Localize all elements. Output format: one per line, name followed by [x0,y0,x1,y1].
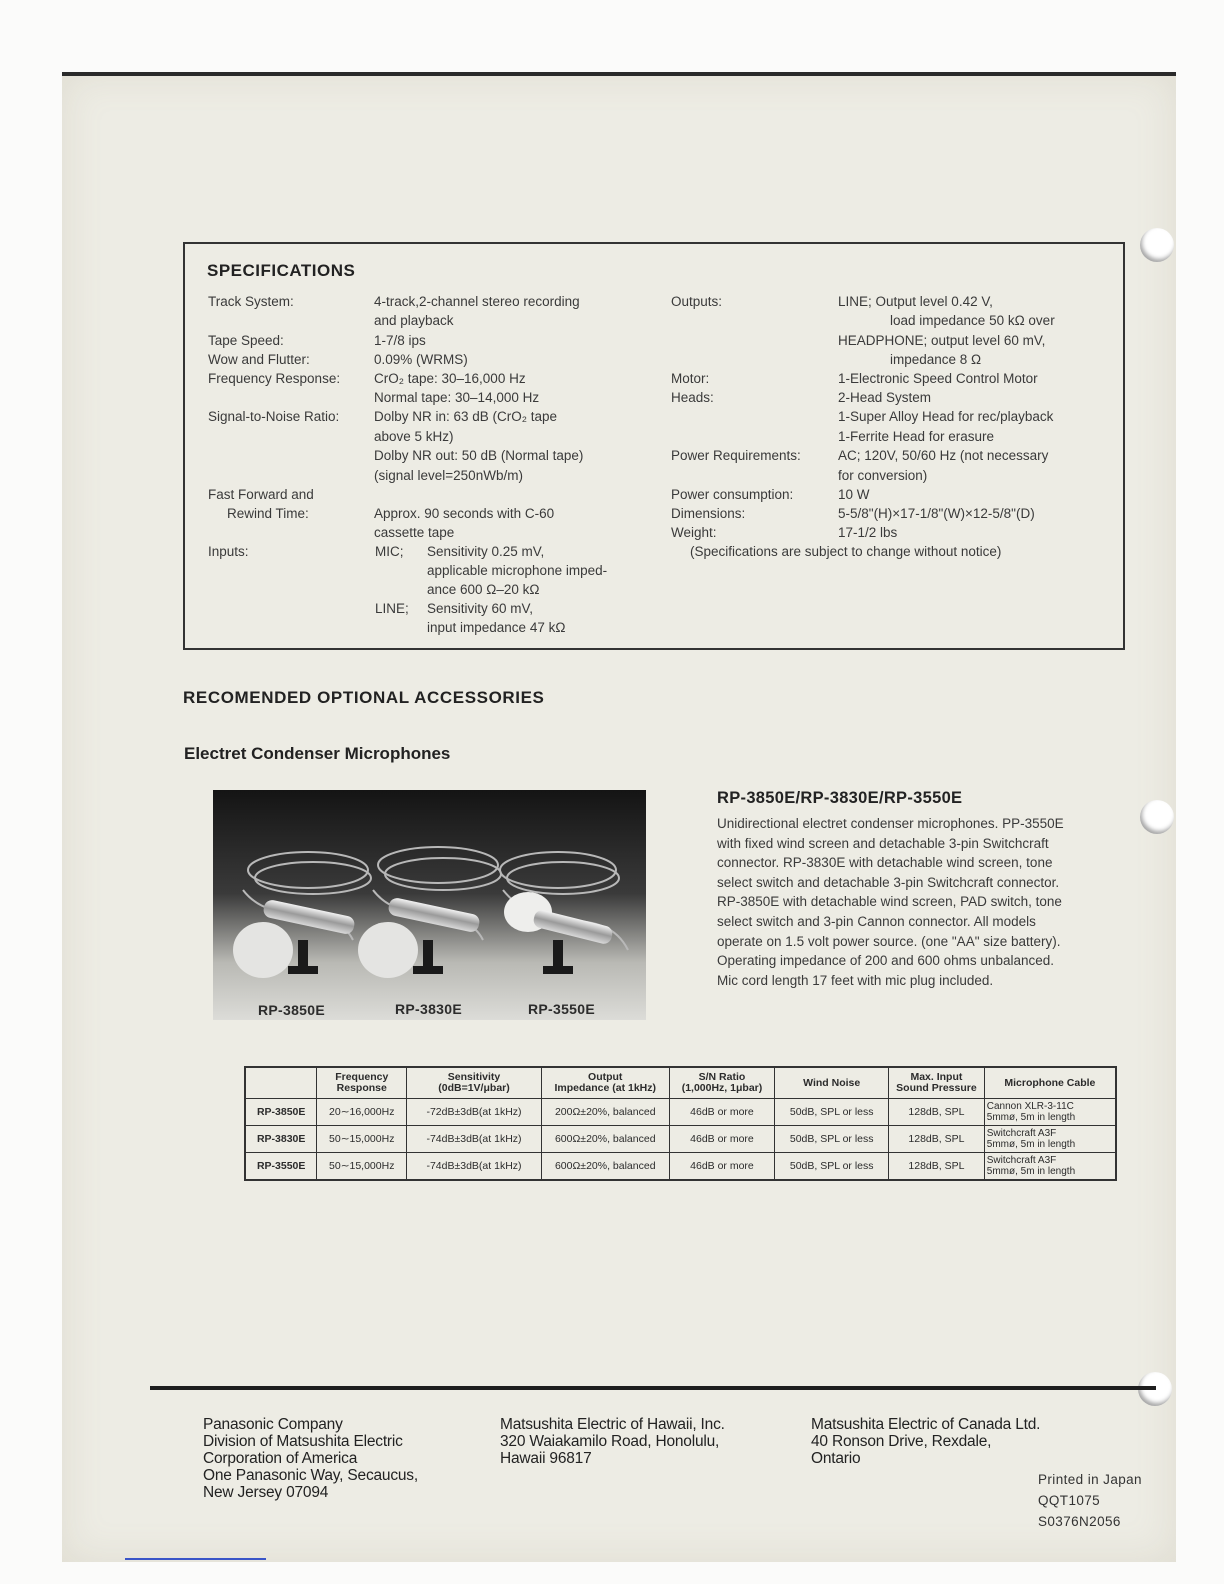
description-line: select switch and detachable 3-pin Switchcraft connector. [717,874,1060,890]
spec-value: AC; 120V, 50/60 Hz (not necessary [838,448,1049,463]
spec-value: for conversion) [838,468,928,483]
table-header-cell [245,1067,317,1099]
photo-caption: RP-3830E [395,1001,462,1017]
table-cell: -74dB±3dB(at 1kHz) [407,1153,542,1181]
microphones-subheading: Electret Condenser Microphones [184,744,451,763]
spec-label: Signal-to-Noise Ratio: [208,409,340,424]
table-cell: 50dB, SPL or less [775,1153,889,1181]
spec-value: Sensitivity 60 mV, [427,601,534,616]
spec-sublabel: LINE; [375,601,409,616]
table-cell: 46dB or more [669,1126,775,1153]
spec-value: 1-Ferrite Head for erasure [838,429,995,444]
table-cell: -74dB±3dB(at 1kHz) [407,1126,542,1153]
accessories-heading: RECOMENDED OPTIONAL ACCESSORIES [183,688,545,707]
product-title: RP-3850E/RP-3830E/RP-3550E [717,789,963,807]
photo-caption: RP-3850E [258,1002,325,1018]
table-header-cell: Frequency Response [317,1067,407,1099]
top-rule [62,72,1176,76]
address-hawaii [500,1416,725,1467]
spec-label: Dimensions: [671,506,746,521]
table-cell-model: RP-3830E [245,1126,317,1153]
specifications-title: SPECIFICATIONS [207,261,356,280]
table-header-cell: Microphone Cable [984,1067,1116,1099]
product-description [717,814,1147,990]
spec-note: (Specifications are subject to change without notice) [690,544,1002,559]
table-cell: 20∼16,000Hz [317,1099,407,1126]
address-panasonic [203,1416,418,1501]
table-row [245,1099,1116,1126]
table-row [245,1153,1116,1181]
spec-value: impedance 8 Ω [890,352,982,367]
spec-label: Motor: [671,371,710,386]
address-line: Matsushita Electric of Canada Ltd. [811,1416,1041,1433]
spec-value: 1-7/8 ips [374,333,426,348]
microphones-photo [213,790,646,1020]
spec-value: 4-track,2-channel stereo recording [374,294,580,309]
spec-value: Dolby NR out: 50 dB (Normal tape) [374,448,584,463]
spec-label: Power Requirements: [671,448,801,463]
table-cell-model: RP-3550E [245,1153,317,1181]
table-cell: 600Ω±20%, balanced [541,1126,669,1153]
table-header-cell: Sensitivity (0dB=1V/μbar) [407,1067,542,1099]
scan-mark [125,1558,266,1560]
printed-line: S0376N2056 [1038,1514,1121,1529]
table-cell-cable: Cannon XLR-3-11C 5mmø, 5m in length [984,1099,1116,1126]
spec-value: CrO₂ tape: 30–16,000 Hz [374,371,526,386]
microphones-illustration [213,790,646,1020]
table-cell: 46dB or more [669,1099,775,1126]
spec-value: Sensitivity 0.25 mV, [427,544,545,559]
address-line: One Panasonic Way, Secaucus, [203,1467,418,1484]
spec-value: Normal tape: 30–14,000 Hz [374,390,540,405]
spec-value: Approx. 90 seconds with C-60 [374,506,555,521]
table-header-cell: Output Impedance (at 1kHz) [541,1067,669,1099]
address-line: 40 Ronson Drive, Rexdale, [811,1433,992,1450]
spec-label: Inputs: [208,544,249,559]
description-line: Unidirectional electret condenser microphones. PP-3550E [717,816,1064,831]
spec-value: 17-1/2 lbs [838,525,898,540]
spec-value: Dolby NR in: 63 dB (CrO₂ tape [374,409,558,424]
table-cell: 128dB, SPL [889,1126,985,1153]
spec-value: input impedance 47 kΩ [427,620,566,635]
table-cell-cable: Switchcraft A3F 5mmø, 5m in length [984,1126,1116,1153]
table-cell: 200Ω±20%, balanced [541,1099,669,1126]
spec-value: HEADPHONE; output level 60 mV, [838,333,1046,348]
table-cell: 128dB, SPL [889,1153,985,1181]
spec-value: 2-Head System [838,390,932,405]
spec-value: 5-5/8"(H)×17-1/8"(W)×12-5/8"(D) [838,506,1035,521]
spec-label: Wow and Flutter: [208,352,310,367]
address-line: Division of Matsushita Electric [203,1433,403,1450]
spec-value: (signal level=250nWb/m) [374,468,523,483]
spec-label: Power consumption: [671,487,794,502]
address-line: Panasonic Company [203,1416,343,1433]
spec-value: applicable microphone imped- [427,563,608,578]
spec-value: above 5 kHz) [374,429,454,444]
table-row [245,1126,1116,1153]
table-cell-model: RP-3850E [245,1099,317,1126]
spec-value: LINE; Output level 0.42 V, [838,294,993,309]
description-line: RP-3850E with detachable wind screen, PAD switch, tone [717,894,1062,910]
description-line: Operating impedance of 200 and 600 ohms unbalanced. [717,953,1054,969]
description-line: select switch and 3-pin Cannon connector. All models [717,913,1036,929]
spec-label: Track System: [208,294,294,309]
spec-label: Tape Speed: [208,333,284,348]
spec-value: 1-Super Alloy Head for rec/playback [838,409,1054,424]
table-cell: 46dB or more [669,1153,775,1181]
address-line: Hawaii 96817 [500,1450,592,1467]
spec-label: Fast Forward and [208,487,314,502]
print-info [1038,1469,1142,1532]
address-line: Matsushita Electric of Hawaii, Inc. [500,1416,725,1433]
table-cell: 50dB, SPL or less [775,1099,889,1126]
photo-caption: RP-3550E [528,1001,595,1017]
spec-label: Rewind Time: [227,506,309,521]
spec-value: load impedance 50 kΩ over [890,313,1055,328]
address-line: 320 Waiakamilo Road, Honolulu, [500,1433,720,1450]
table-cell-cable: Switchcraft A3F 5mmø, 5m in length [984,1153,1116,1181]
table-header-cell: S/N Ratio (1,000Hz, 1μbar) [669,1067,775,1099]
printed-line: QQT1075 [1038,1493,1101,1508]
footer-rule [150,1386,1156,1390]
spec-value: 10 W [838,487,870,502]
binder-hole [1140,228,1174,262]
description-line: connector. RP-3830E with detachable wind screen, tone [717,855,1053,871]
spec-value: 1-Electronic Speed Control Motor [838,371,1038,386]
table-cell: 50∼15,000Hz [317,1153,407,1181]
table-cell: 50dB, SPL or less [775,1126,889,1153]
address-line: Ontario [811,1450,861,1467]
table-cell: 128dB, SPL [889,1099,985,1126]
spec-value: 0.09% (WRMS) [374,352,468,367]
table-cell: -72dB±3dB(at 1kHz) [407,1099,542,1126]
description-line: Mic cord length 17 feet with mic plug included. [717,972,994,988]
description-line: operate on 1.5 volt power source. (one "AA" size battery). [717,933,1061,949]
spec-label: Heads: [671,390,714,405]
spec-value: ance 600 Ω–20 kΩ [427,582,540,597]
address-line: New Jersey 07094 [203,1484,329,1501]
table-header-row [245,1067,1116,1099]
spec-label: Outputs: [671,294,723,309]
table-header-cell: Max. Input Sound Pressure [889,1067,985,1099]
table-cell: 50∼15,000Hz [317,1126,407,1153]
table-cell: 600Ω±20%, balanced [541,1153,669,1181]
microphone-spec-table [244,1066,1117,1181]
spec-label: Frequency Response: [208,371,341,386]
spec-label: Weight: [671,525,717,540]
address-line: Corporation of America [203,1450,358,1467]
printed-line: Printed in Japan [1038,1472,1142,1487]
spec-sublabel: MIC; [375,544,404,559]
spec-value: cassette tape [374,525,455,540]
spec-value: and playback [374,313,454,328]
description-line: with fixed wind screen and detachable 3-pin Switchcraft [717,835,1049,851]
table-header-cell: Wind Noise [775,1067,889,1099]
address-canada [811,1416,1040,1467]
